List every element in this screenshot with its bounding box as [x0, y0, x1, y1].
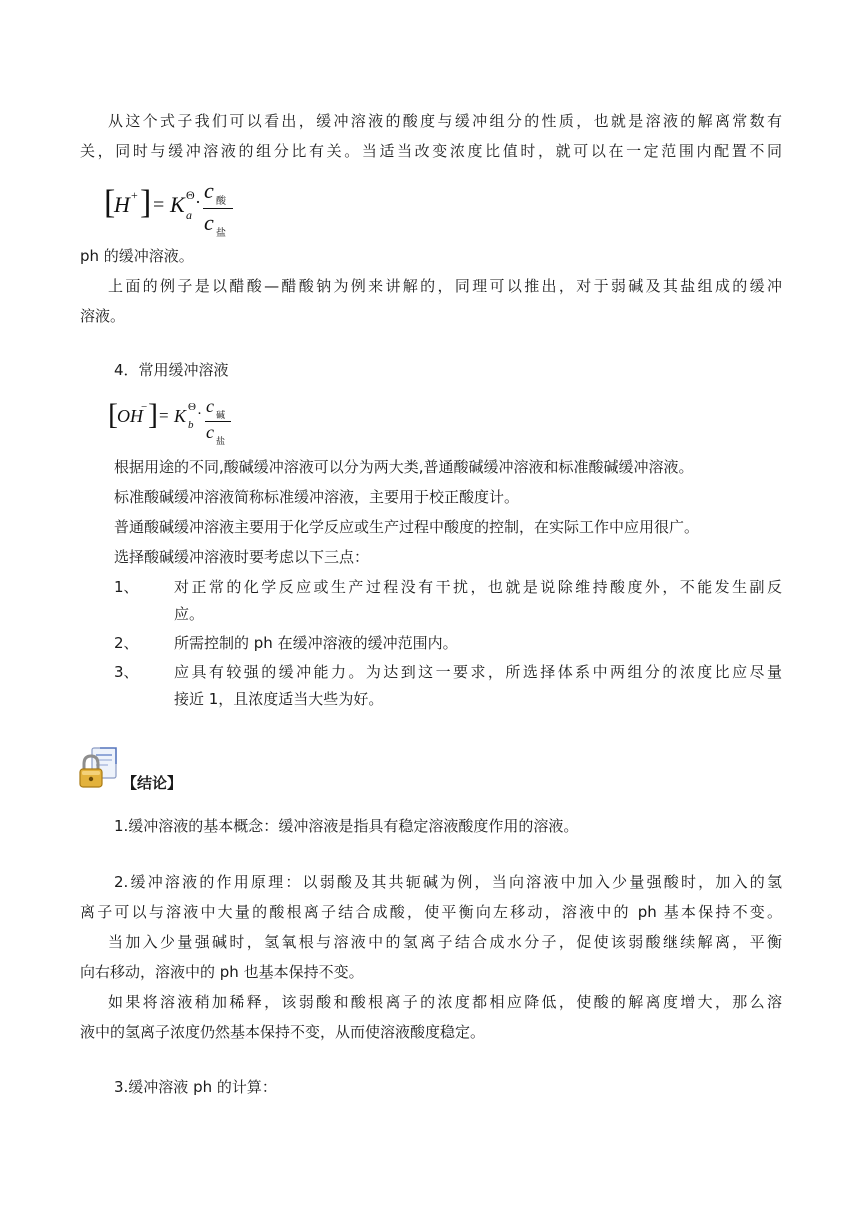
list-item-3-line1: 应具有较强的缓冲能力。为达到这一要求，所选择体系中两组分的浓度比应尽量 [174, 663, 782, 681]
para3-line4: 选择酸碱缓冲溶液时要考虑以下三点： [114, 548, 370, 566]
formula-hydrogen-ion: [ H + ] = K Θ a · c 酸 c 盐 [100, 178, 260, 242]
conclusion-2-line4: 向右移动，溶液中的 ph 也基本保持不变。 [80, 963, 364, 981]
list-item-1-line1: 对正常的化学反应或生产过程没有干扰，也就是说除维持酸度外，不能发生副反 [174, 578, 782, 596]
conclusion-2-line6: 液中的氢离子浓度仍然基本保持不变，从而使溶液酸度稳定。 [80, 1023, 486, 1041]
conclusion-3: 3.缓冲溶液 ph 的计算： [114, 1078, 277, 1096]
para2-line2: 溶液。 [80, 307, 126, 325]
para1-line3: ph 的缓冲溶液。 [80, 247, 194, 265]
conclusion-2-line5: 如果将溶液稍加稀释，该弱酸和酸根离子的浓度都相应降低，使酸的解离度增大，那么溶 [108, 993, 782, 1011]
formula-hydroxide-ion: [ OH − ] = K Θ b · c 碱 c 盐 [108, 396, 258, 452]
conclusion-2-line3: 当加入少量强碱时，氢氧根与溶液中的氢离子结合成水分子，促使该弱酸继续解离，平衡 [108, 933, 782, 951]
conclusion-2-line1: 2.缓冲溶液的作用原理：以弱酸及其共轭碱为例，当向溶液中加入少量强酸时，加入的氢 [114, 873, 782, 891]
conclusion-2-line2: 离子可以与溶液中大量的酸根离子结合成酸，使平衡向左移动，溶液中的 ph 基本保持不变。 [80, 903, 782, 921]
para2-line1: 上面的例子是以醋酸—醋酸钠为例来讲解的，同理可以推出，对于弱碱及其盐组成的缓冲 [108, 277, 782, 295]
para3-line1: 根据用途的不同,酸碱缓冲溶液可以分为两大类,普通酸碱缓冲溶液和标准酸碱缓冲溶液。 [114, 458, 694, 476]
conclusion-title: 【结论】 [122, 774, 183, 792]
para1-line2: 关，同时与缓冲溶液的组分比有关。当适当改变浓度比值时，就可以在一定范围内配置不同 [80, 142, 782, 160]
para1-line1: 从这个式子我们可以看出，缓冲溶液的酸度与缓冲组分的性质，也就是溶液的解离常数有 [108, 112, 782, 130]
list-item-2-line1: 所需控制的 ph 在缓冲溶液的缓冲范围内。 [174, 634, 458, 652]
list-number-1: 1、 [114, 578, 139, 596]
list-item-1-line2: 应。 [174, 605, 205, 623]
lock-icon [78, 746, 122, 790]
para3-line3: 普通酸碱缓冲溶液主要用于化学反应或生产过程中酸度的控制，在实际工作中应用很广。 [114, 518, 700, 536]
conclusion-1: 1.缓冲溶液的基本概念：缓冲溶液是指具有稳定溶液酸度作用的溶液。 [114, 817, 579, 835]
para3-line2: 标准酸碱缓冲溶液简称标准缓冲溶液，主要用于校正酸度计。 [114, 488, 520, 506]
section4-title: 4．常用缓冲溶液 [114, 361, 229, 379]
list-item-3-line2: 接近 1，且浓度适当大些为好。 [174, 690, 384, 708]
list-number-3: 3、 [114, 663, 139, 681]
list-number-2: 2、 [114, 634, 139, 652]
